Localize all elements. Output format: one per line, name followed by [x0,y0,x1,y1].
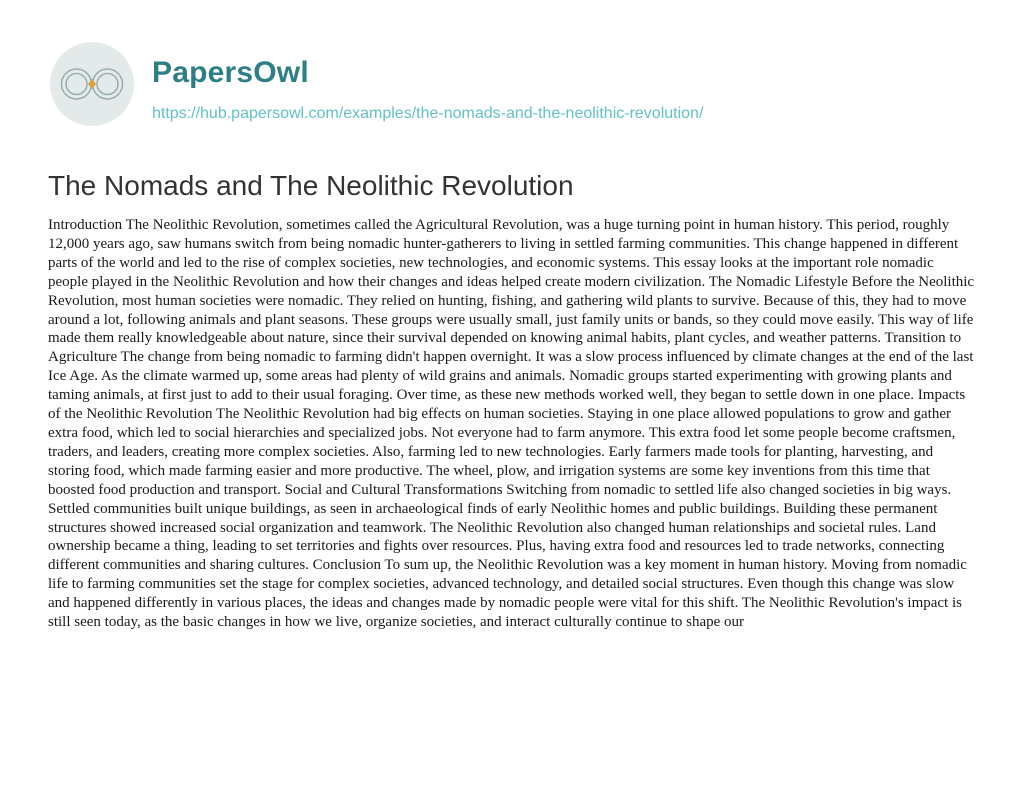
owl-eyes-icon[interactable] [48,40,136,128]
source-url-link[interactable]: https://hub.papersowl.com/examples/the-nomads-and-the-neolithic-revolution/ [152,105,704,122]
essay-body: Introduction The Neolithic Revolution, sometimes called the Agricultural Revolution, was a huge turning point in human history. This period, roughly 12,000 years ago, saw humans switch from being nomadic hunter-gatherers to living in settled farming communities. This change happened in different parts of the world and led to the rise of complex societies, new technologies, and economic systems. This essay looks at the important role nomadic people played in the Neolithic Revolution and how their changes and ideas helped create modern civilization. The Nomadic Lifestyle Before the Neolithic Revolution, most human societies were nomadic. They relied on hunting, fishing, and gathering wild plants to survive. Because of this, they had to move around a lot, following animals and plant seasons. These groups were usually small, just family units or bands, so they could move easily. This way of life made them really knowledgeable about nature, since their survival depended on knowing animal habits, plant cycles, and weather patterns. Transition to Agriculture The change from being nomadic to farming didn't happen overnight. It was a slow process influenced by climate changes at the end of the last Ice Age. As the climate warmed up, some areas had plenty of wild grains and animals. Nomadic groups started experimenting with growing plants and taming animals, at first just to add to their usual foraging. Over time, as these new methods worked well, they began to settle down in one place. Impacts of the Neolithic Revolution The Neolithic Revolution had big effects on human societies. Staying in one place allowed populations to grow and gather extra food, which led to social hierarchies and specialized jobs. Not everyone had to farm anymore. This extra food let some people become craftsmen, traders, and leaders, creating more complex societies. Also, farming led to new technologies. Early farmers made tools for planting, harvesting, and storing food, which made farming easier and more productive. The wheel, plow, and irrigation systems are some key inventions from this time that boosted food production and transport. Social and Cultural Transformations Switching from nomadic to settled life also changed societies in big ways. Settled communities built unique buildings, as seen in archaeological finds of early Neolithic homes and public buildings. Building these permanent structures showed increased social organization and teamwork. The Neolithic Revolution also changed human relationships and societal rules. Land ownership became a thing, leading to set territories and fights over resources. Plus, having extra food and resources led to trade networks, connecting different communities and sharing cultures. Conclusion To sum up, the Neolithic Revolution was a key moment in human history. Moving from nomadic life to farming communities set the stage for complex societies, advanced technology, and detailed social structures. Even though this change was slow and happened differently in various places, the ideas and changes made by nomadic people were vital for this shift. The Neolithic Revolution's impact is still seen today, as the basic changes in how we live, organize societies, and interact culturally continue to shape our [48,217,975,631]
site-header [0,0,1024,150]
brand-name[interactable]: PapersOwl [152,56,309,89]
page-title: The Nomads and The Neolithic Revolution [48,170,574,201]
